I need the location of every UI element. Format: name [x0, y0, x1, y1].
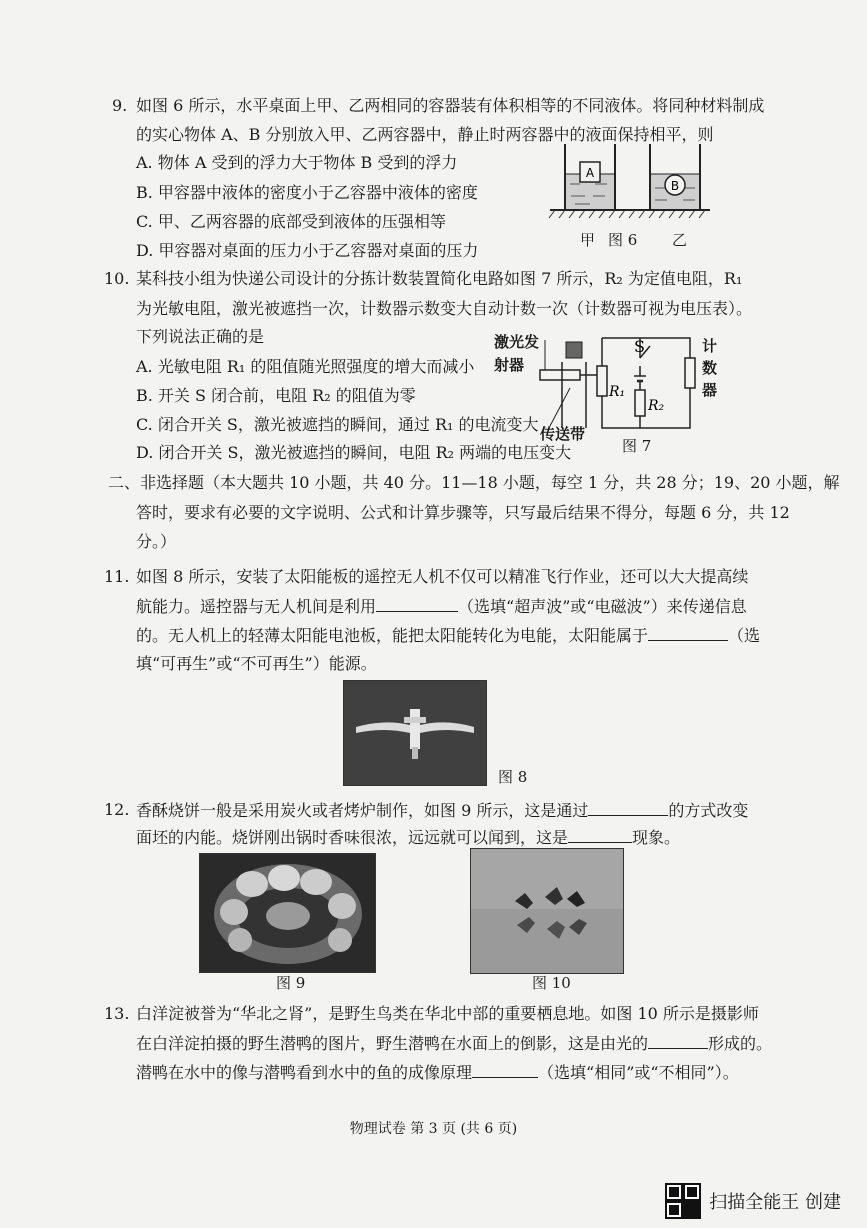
q13-line3	[136, 1061, 739, 1084]
q11-blank-2[interactable]	[648, 624, 728, 641]
fig9-caption: 图 9	[276, 974, 306, 992]
fig7-r2-label: R₂	[648, 398, 665, 414]
fig7-laser-label-1: 激光发	[494, 333, 540, 351]
fig7-r1-label: R₁	[609, 384, 626, 400]
q11-line1: 如图 8 所示，安装了太阳能板的遥控无人机不仅可以精准飞行作业，还可以大大提高续	[136, 567, 749, 586]
q11-line4: 填“可再生”或“不可再生”）能源。	[136, 654, 377, 673]
q13-line3-b: （选填“相同”或“不相同”）。	[538, 1063, 739, 1082]
fig7-belt-label: 传送带	[540, 425, 586, 443]
fig6-left-label: 甲	[580, 231, 596, 249]
q12-line1	[136, 799, 748, 822]
fig10-caption: 图 10	[532, 974, 571, 992]
fig7-switch-label: S	[634, 337, 645, 356]
q9-number: 9.	[112, 96, 128, 115]
figure-8-drone-photo	[343, 680, 487, 786]
q13-blank-1[interactable]	[648, 1032, 708, 1049]
figure-9-flatbread-photo	[199, 853, 376, 973]
q9-option-a: A. 物体 A 受到的浮力大于物体 B 受到的浮力	[136, 153, 458, 172]
q10-stem-line2: 为光敏电阻，激光被遮挡一次，计数器示数变大自动计数一次（计数器可视为电压表）。	[136, 299, 753, 318]
page-footer: 物理试卷 第 3 页 (共 6 页)	[349, 1121, 518, 1137]
fig8-caption: 图 8	[498, 768, 528, 786]
q10-option-d: D. 闭合开关 S，激光被遮挡的瞬间，电阻 R₂ 两端的电压变大	[136, 443, 572, 462]
q13-line2	[136, 1032, 772, 1055]
q12-line2-b: 现象。	[632, 828, 681, 847]
q10-option-a: A. 光敏电阻 R₁ 的阻值随光照强度的增大而减小	[136, 357, 475, 376]
q9-option-d: D. 甲容器对桌面的压力小于乙容器对桌面的压力	[136, 241, 479, 260]
fig6-object-a-label: A	[585, 166, 595, 180]
q10-option-b: B. 开关 S 闭合前，电阻 R₂ 的阻值为零	[136, 386, 416, 405]
q12-line2	[136, 826, 680, 849]
q11-line2-a: 航能力。遥控器与无人机间是利用	[136, 597, 377, 616]
qr-code-icon	[665, 1183, 701, 1219]
fig7-counter-char-1: 计	[702, 337, 718, 355]
q9-stem-line2: 的实心物体 A、B 分别放入甲、乙两容器中，静止时两容器中的液面保持相平，则	[136, 125, 714, 144]
q12-number: 12.	[104, 800, 130, 819]
q13-number: 13.	[104, 1004, 130, 1023]
q11-blank-1[interactable]	[376, 595, 458, 612]
q11-line3-a: 的。无人机上的轻薄太阳能电池板，能把太阳能转化为电能，太阳能属于	[136, 626, 649, 645]
q9-stem-line1: 如图 6 所示，水平桌面上甲、乙两相同的容器装有体积相等的不同液体。将同种材料制成	[136, 96, 765, 115]
q12-line2-a: 面坯的内能。烧饼刚出锅时香味很浓，远远就可以闻到，这是	[136, 828, 569, 847]
q13-blank-2[interactable]	[472, 1061, 538, 1078]
q11-line2	[136, 595, 747, 618]
fig6-right-label: 乙	[672, 231, 688, 249]
fig7-caption: 图 7	[622, 437, 652, 455]
q10-number: 10.	[104, 269, 130, 288]
q11-line2-b: （选填“超声波”或“电磁波”）来传递信息	[458, 597, 747, 616]
figure-10-ducks-photo	[470, 848, 624, 974]
section2-line2: 答时，要求有必要的文字说明、公式和计算步骤等，只写最后结果不得分，每题 6 分，共 12	[136, 503, 790, 522]
q12-blank-1[interactable]	[588, 799, 668, 816]
fig7-counter-char-3: 器	[702, 381, 718, 399]
q10-stem-line3: 下列说法正确的是	[136, 327, 265, 346]
q12-line1-a: 香酥烧饼一般是采用炭火或者烤炉制作，如图 9 所示，这是通过	[136, 801, 589, 820]
q11-line3	[136, 624, 760, 647]
figure-6-containers	[545, 138, 715, 222]
watermark-text: 扫描全能王 创建	[709, 1192, 841, 1213]
fig7-laser-label-2: 射器	[494, 356, 525, 374]
q13-line1: 白洋淀被誉为“华北之肾”，是野生鸟类在华北中部的重要栖息地。如图 10 所示是摄影师	[136, 1004, 759, 1023]
q12-blank-2[interactable]	[568, 826, 632, 843]
scanner-watermark	[665, 1183, 841, 1219]
q10-option-c: C. 闭合开关 S，激光被遮挡的瞬间，通过 R₁ 的电流变大	[136, 415, 539, 434]
fig6-object-b-label: B	[670, 179, 680, 193]
q11-number: 11.	[104, 567, 130, 586]
section2-line3: 分。）	[136, 532, 177, 551]
q11-line3-b: （选	[728, 626, 761, 645]
q10-stem-line1: 某科技小组为快递公司设计的分拣计数装置简化电路如图 7 所示，R₂ 为定值电阻，R₁	[136, 269, 743, 288]
q13-line2-b: 形成的。	[708, 1034, 773, 1053]
q9-option-b: B. 甲容器中液体的密度小于乙容器中液体的密度	[136, 183, 478, 202]
fig7-counter-char-2: 数	[702, 359, 718, 377]
q13-line2-a: 在白洋淀拍摄的野生潜鸭的图片，野生潜鸭在水面上的倒影，这是由光的	[136, 1034, 649, 1053]
q13-line3-a: 潜鸭在水中的像与潜鸭看到水中的鱼的成像原理	[136, 1063, 473, 1082]
q9-option-c: C. 甲、乙两容器的底部受到液体的压强相等	[136, 212, 446, 231]
fig6-caption: 图 6	[608, 231, 638, 249]
section2-line1: 二、非选择题（本大题共 10 小题，共 40 分。11—18 小题，每空 1 分，共 28 分；19、20 小题，解	[108, 473, 840, 492]
q12-line1-b: 的方式改变	[668, 801, 749, 820]
